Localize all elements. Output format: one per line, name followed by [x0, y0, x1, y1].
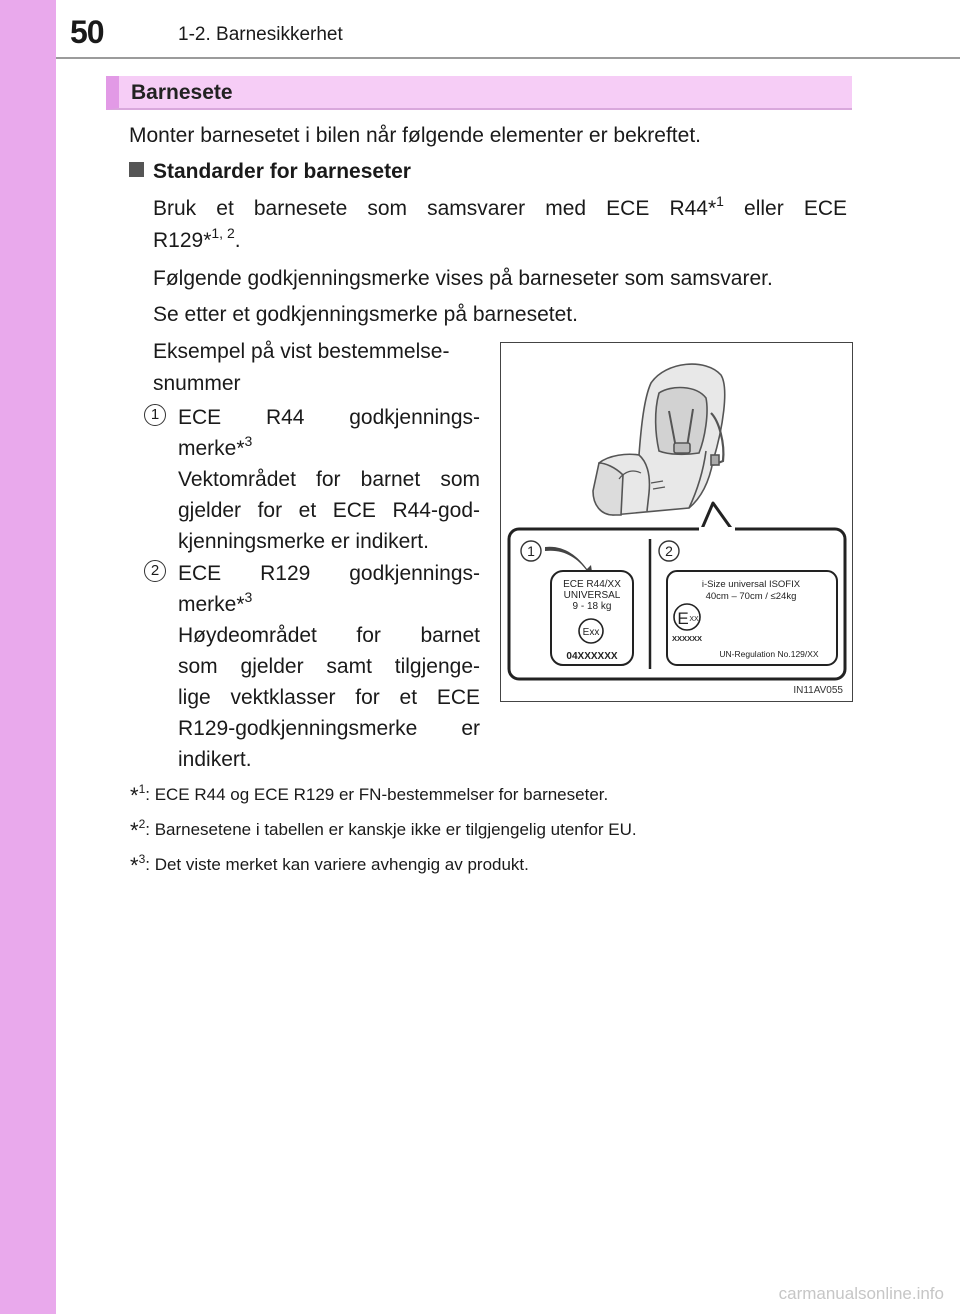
page-number: 50 [70, 14, 104, 50]
item-number-2: 2 [144, 560, 166, 582]
check-mark-paragraph: Se etter et godkjenningsmerke på barnesetet. [153, 303, 578, 326]
svg-text:ECE R44/XX: ECE R44/XX [563, 579, 621, 590]
section-heading-text: Barnesete [131, 81, 233, 104]
header-rule [56, 57, 960, 59]
section-heading [106, 76, 852, 110]
figure-svg [501, 343, 852, 701]
watermark: carmanualsonline.info [778, 1284, 944, 1303]
square-bullet-icon [129, 162, 144, 177]
item-2-text: ECE R129 godkjennings- merke*$^3$ Høydeområdet for barnet som gjelder samt tilgjenge- lige vektklasser for et ECE R129-godkjenningsmerke er indikert. [178, 562, 480, 771]
svg-text:UNIVERSAL: UNIVERSAL [563, 590, 621, 601]
svg-text:40cm – 70cm / ≤24kg: 40cm – 70cm / ≤24kg [705, 591, 797, 602]
footnote-2: *$^2$: Barnesetene i tabellen er kanskje ikke er tilgjengelig utenfor EU. [130, 817, 637, 843]
sub-heading [129, 160, 411, 184]
child-seat-illustration [500, 342, 853, 702]
sub-heading-text: Standarder for barneseter [153, 160, 411, 183]
item-1-text: ECE R44 godkjennings- merke*$^3$ Vektområdet for barnet som gjelder for et ECE R44-god- kjenningsmerke er indikert. [178, 406, 480, 553]
footnote-3: *$^3$: Det viste merket kan variere avhengig av produkt. [130, 852, 529, 878]
chapter-sidebar [0, 0, 56, 1314]
item-number-1: 1 [144, 404, 166, 426]
example-caption: Eksempel på vist bestemmelse- snummer [153, 340, 450, 395]
intro-text: Monter barnesetet i bilen når følgende elementer er bekreftet. [129, 124, 701, 147]
svg-text:XXXXXX: XXXXXX [671, 634, 703, 643]
svg-text:i-Size universal ISOFIX: i-Size universal ISOFIX [701, 579, 801, 590]
child-seat-icon [593, 364, 725, 515]
approval-mark-paragraph: Følgende godkjenningsmerke vises på barneseter som samsvarer. [153, 267, 773, 290]
svg-text:UN-Regulation No.129/XX: UN-Regulation No.129/XX [719, 649, 819, 659]
svg-text:Exx: Exx [582, 627, 600, 638]
standards-paragraph-line2: R129*$^{1, 2}$. [153, 225, 241, 252]
r129-approval-mark [667, 571, 837, 665]
figure-label-2: 2 [665, 543, 673, 559]
svg-text:E: E [677, 609, 689, 628]
svg-text:04XXXXXX: 04XXXXXX [566, 651, 618, 662]
r44-approval-mark [551, 571, 633, 665]
standards-paragraph-line1: Bruk et barnesete som samsvarer med ECE R44*$^1$ eller ECE [153, 193, 847, 220]
figure-label-1: 1 [527, 543, 535, 559]
footnote-1: *$^1$: ECE R44 og ECE R129 er FN-bestemmelser for barneseter. [130, 782, 609, 808]
svg-text:9 - 18 kg: 9 - 18 kg [572, 601, 612, 612]
section-title: 1-2. Barnesikkerhet [178, 24, 343, 45]
svg-text:XX: XX [689, 616, 699, 623]
figure-code: IN11AV055 [793, 685, 843, 696]
